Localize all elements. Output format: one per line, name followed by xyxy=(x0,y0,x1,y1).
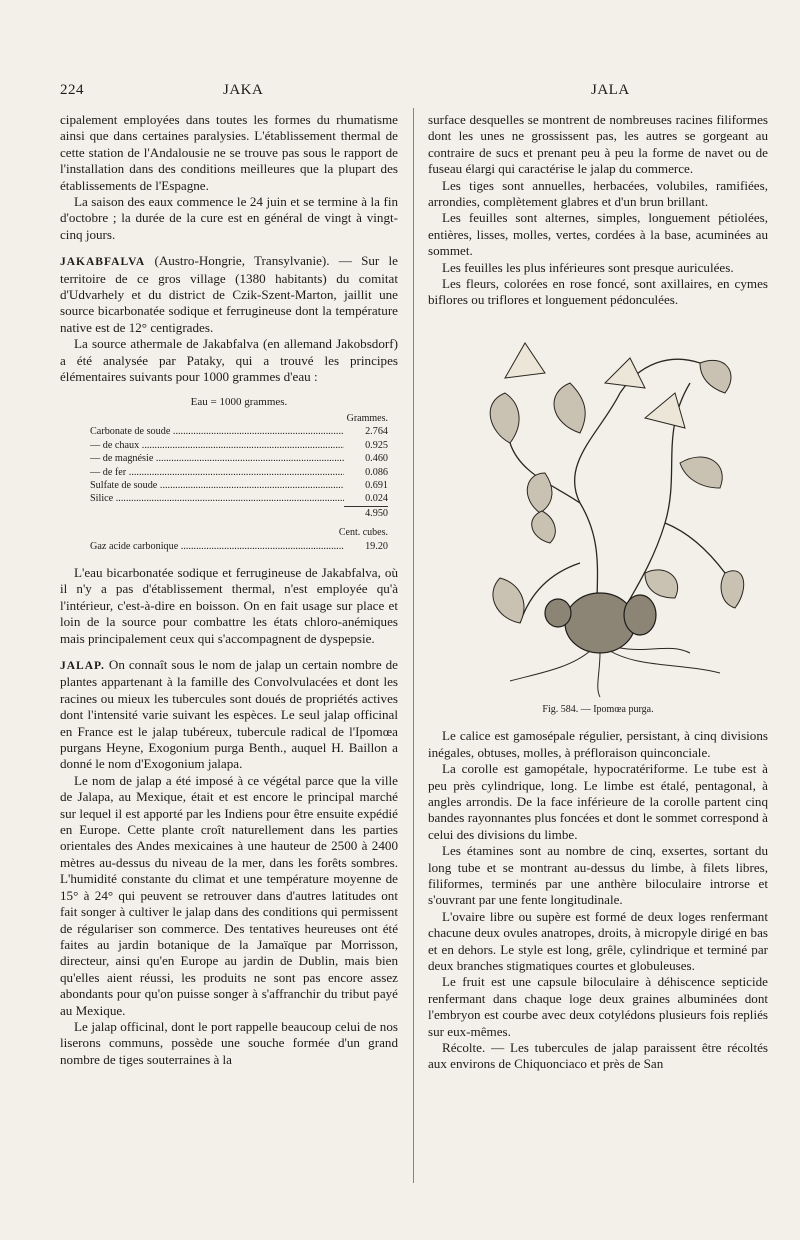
entry-jakabfalva xyxy=(60,253,398,336)
paragraph: Le fruit est une capsule biloculaire à déhiscence septicide renfermant dans chaque loge deux graines albuminées dont l'embryon est courbe avec deux cotylédons plusieurs fois repliés sur eux-mêmes. xyxy=(428,974,768,1039)
paragraph: Récolte. — Les tubercules de jalap paraissent être récoltés aux environs de Chiquonciaco et près de San xyxy=(428,1040,768,1072)
row-label: — de magnésie ..... xyxy=(90,452,344,465)
table-total: 4.950 xyxy=(344,506,388,520)
running-head-right: JALA xyxy=(591,82,630,98)
paragraph: Les fleurs, colorées en rose foncé, sont axillaires, en cymes biflores ou triflores et longuement pédonculées. xyxy=(428,276,768,308)
table-row xyxy=(90,479,388,492)
table-row xyxy=(90,466,388,479)
row-value: 19.20 xyxy=(365,540,388,552)
entry-jalap xyxy=(60,657,398,773)
table-row xyxy=(90,425,388,438)
row-value: 0.024 xyxy=(365,493,388,505)
table-row xyxy=(90,540,388,553)
paragraph: Les feuilles les plus inférieures sont presque auriculées. xyxy=(442,259,734,275)
row-label: Gaz acide carbonique ..... xyxy=(90,540,344,553)
paragraph: Les feuilles sont alternes, simples, longuement pétiolées, entières, lisses, molles, vertes, cordées à la base, acuminées au sommet. xyxy=(428,210,768,259)
paragraph: surface desquelles se montrent de nombreuses racines filiformes dont les unes ne grossissent pas, les autres se gorgeant au contraire de sucs et prenant peu à peu la forme de navet ou de fuseau élargi qui caractérise le jalap du commerce. xyxy=(428,112,768,177)
row-value: 2.764 xyxy=(365,426,388,438)
paragraph: L'ovaire libre ou supère est formé de deux loges renfermant chacune deux ovules anatropes, droits, à micropyle dirigé en bas et en dehors. Le style est long, grêle, cylindrique et terminé par deux branches stigmatiques courtes et globuleuses. xyxy=(428,908,768,973)
paragraph: La saison des eaux commence le 24 juin et se termine à la fin d'octobre ; la durée de la cure est en général de vingt à vingt-cinq jours. xyxy=(60,194,398,242)
paragraph: Les tiges sont annuelles, herbacées, volubiles, ramifiées, arrondies, complètement glabres et d'un brun brillant. xyxy=(428,177,768,210)
table-caption: Eau = 1000 grammes. xyxy=(190,395,288,408)
paragraph: Les étamines sont au nombre de cinq, exsertes, sortant du long tube et se montrant au-dessus du limbe, à filets libres, filiformes, terminés par une anthère biloculaire introrse et s'ouvrant par une fente longitudinale. xyxy=(428,843,768,908)
paragraph: Le calice est gamosépale régulier, persistant, à cinq divisions inégales, obtuses, molles, à préfloraison quinconciale. xyxy=(428,728,768,760)
row-label: — de fer ..... xyxy=(90,466,344,479)
paragraph: La corolle est gamopétale, hypocratériforme. Le tube est à peu près cylindrique, long. Le limbe est étalé, pentagonal, à angles arrondis. De la face inférieure de la corolle partent cinq bandes rayonnantes plus foncées et dont le sommet correspond à celui des divisions du limbe. xyxy=(428,761,768,842)
paragraph: cipalement employées dans toutes les formes du rhumatisme ainsi que dans certaines paralysies. L'établissement thermal de cette station de l'Andalousie ne se trouve pas sous le rapport de l'installation dans des conditions meilleures que la plupart des établissements de l'Espagne. xyxy=(60,112,398,193)
paragraph: Le jalap officinal, dont le port rappelle beaucoup celui de nos liserons communs, possède une souche formée d'un grand nombre de tiges souterraines à la xyxy=(60,1018,398,1067)
row-value: 0.460 xyxy=(365,453,388,465)
paragraph: La source athermale de Jakabfalva (en allemand Jakobsdorf) a été analysée par Pataky, qui a trouvé les principes élémentaires suivants pour 1000 grammes d'eau : xyxy=(60,336,398,385)
entry-text: (Austro-Hongrie, Transylvanie). — Sur le territoire de ce gros village (1380 habitants) du comitat d'Udvarhely et du district de Czik-Szent-Marton, jaillit une source bicarbonatée sodique et ferrugineuse dont la température native est de 12° centigrades. xyxy=(60,253,398,335)
running-head-left: JAKA xyxy=(223,82,264,98)
row-label: Carbonate de soude ..... xyxy=(90,425,344,438)
plant-engraving xyxy=(450,323,750,698)
page-number: 224 xyxy=(60,82,84,98)
paragraph: Le nom de jalap a été imposé à ce végétal parce que la ville de Jalapa, au Mexique, était et est encore le principal marché sur lequel il est apporté par les Indiens pour être ensuite expédié en Europe. Cette plante croît naturellement dans les parties orientales des Andes mexicaines à une hauteur de 2500 à 2400 mètres au-dessus du niveau de la mer, dans les forêts sombres. L'humidité constante du climat et une température moyenne de 15° à 24° qui peuvent se retrouver dans d'autres latitudes ont fait songer à cultiver le jalap dans des conditions qui permissent de régulariser son commerce. Des tentatives heureuses ont été faites au jardin botanique de la Jamaïque par Morrisson, directeur, ainsi qu'en Europe au jardin de Dublin, mais bien qu'elles aient réussi, les produits ne sont pas encore assez abondants pour qu'on puisse songer à s'affranchir du tribut payé au Mexique. xyxy=(60,772,398,1018)
analysis-table xyxy=(90,396,388,553)
row-value: 0.086 xyxy=(365,466,388,478)
row-value: 0.691 xyxy=(365,479,388,491)
row-value: 0.925 xyxy=(365,439,388,451)
figure-caption: Fig. 584. — Ipomœa purga. xyxy=(542,703,654,715)
entry-headword: JALAP. xyxy=(60,660,105,672)
row-label: Silice ..... xyxy=(90,492,344,505)
gas-unit: Cent. cubes. xyxy=(338,527,388,539)
table-row xyxy=(90,492,388,505)
row-label: — de chaux ..... xyxy=(90,439,344,452)
ipomoea-illustration xyxy=(450,323,750,698)
entry-text: On connaît sous le nom de jalap un certain nombre de plantes appartenant à la famille des Convolvulacées et dont les racines ou mieux les tubercules sont doués de propriétés actives dont l'intensité varie suivant les espèces. Le seul jalap officinal en France est le jalap tubéreux, tubercule radical de l'Ipomœa purgans Heyne, Exogonium purga Benth., auquel H. Baillon a donné le nom d'Exogonium jalapa. xyxy=(60,657,398,772)
table-total-row xyxy=(90,506,388,520)
right-column xyxy=(428,112,768,1073)
left-column xyxy=(60,112,398,1068)
row-label: Sulfate de soude ..... xyxy=(90,479,344,492)
table-row xyxy=(90,439,388,452)
entry-headword: JAKABFALVA xyxy=(60,256,146,269)
table-unit: Grammes. xyxy=(346,412,388,424)
paragraph: L'eau bicarbonatée sodique et ferrugineuse de Jakabfalva, où il n'y a pas d'établissement thermal, n'est employée qu'à l'intérieur, c'est-à-dire en boisson. On en fait usage sur place et loin de la source pour combattre les états chloro-anémiques mais principalement ceux qui s'accompagnent de dyspepsie. xyxy=(60,564,398,646)
table-row xyxy=(90,452,388,465)
column-divider xyxy=(413,108,414,1183)
